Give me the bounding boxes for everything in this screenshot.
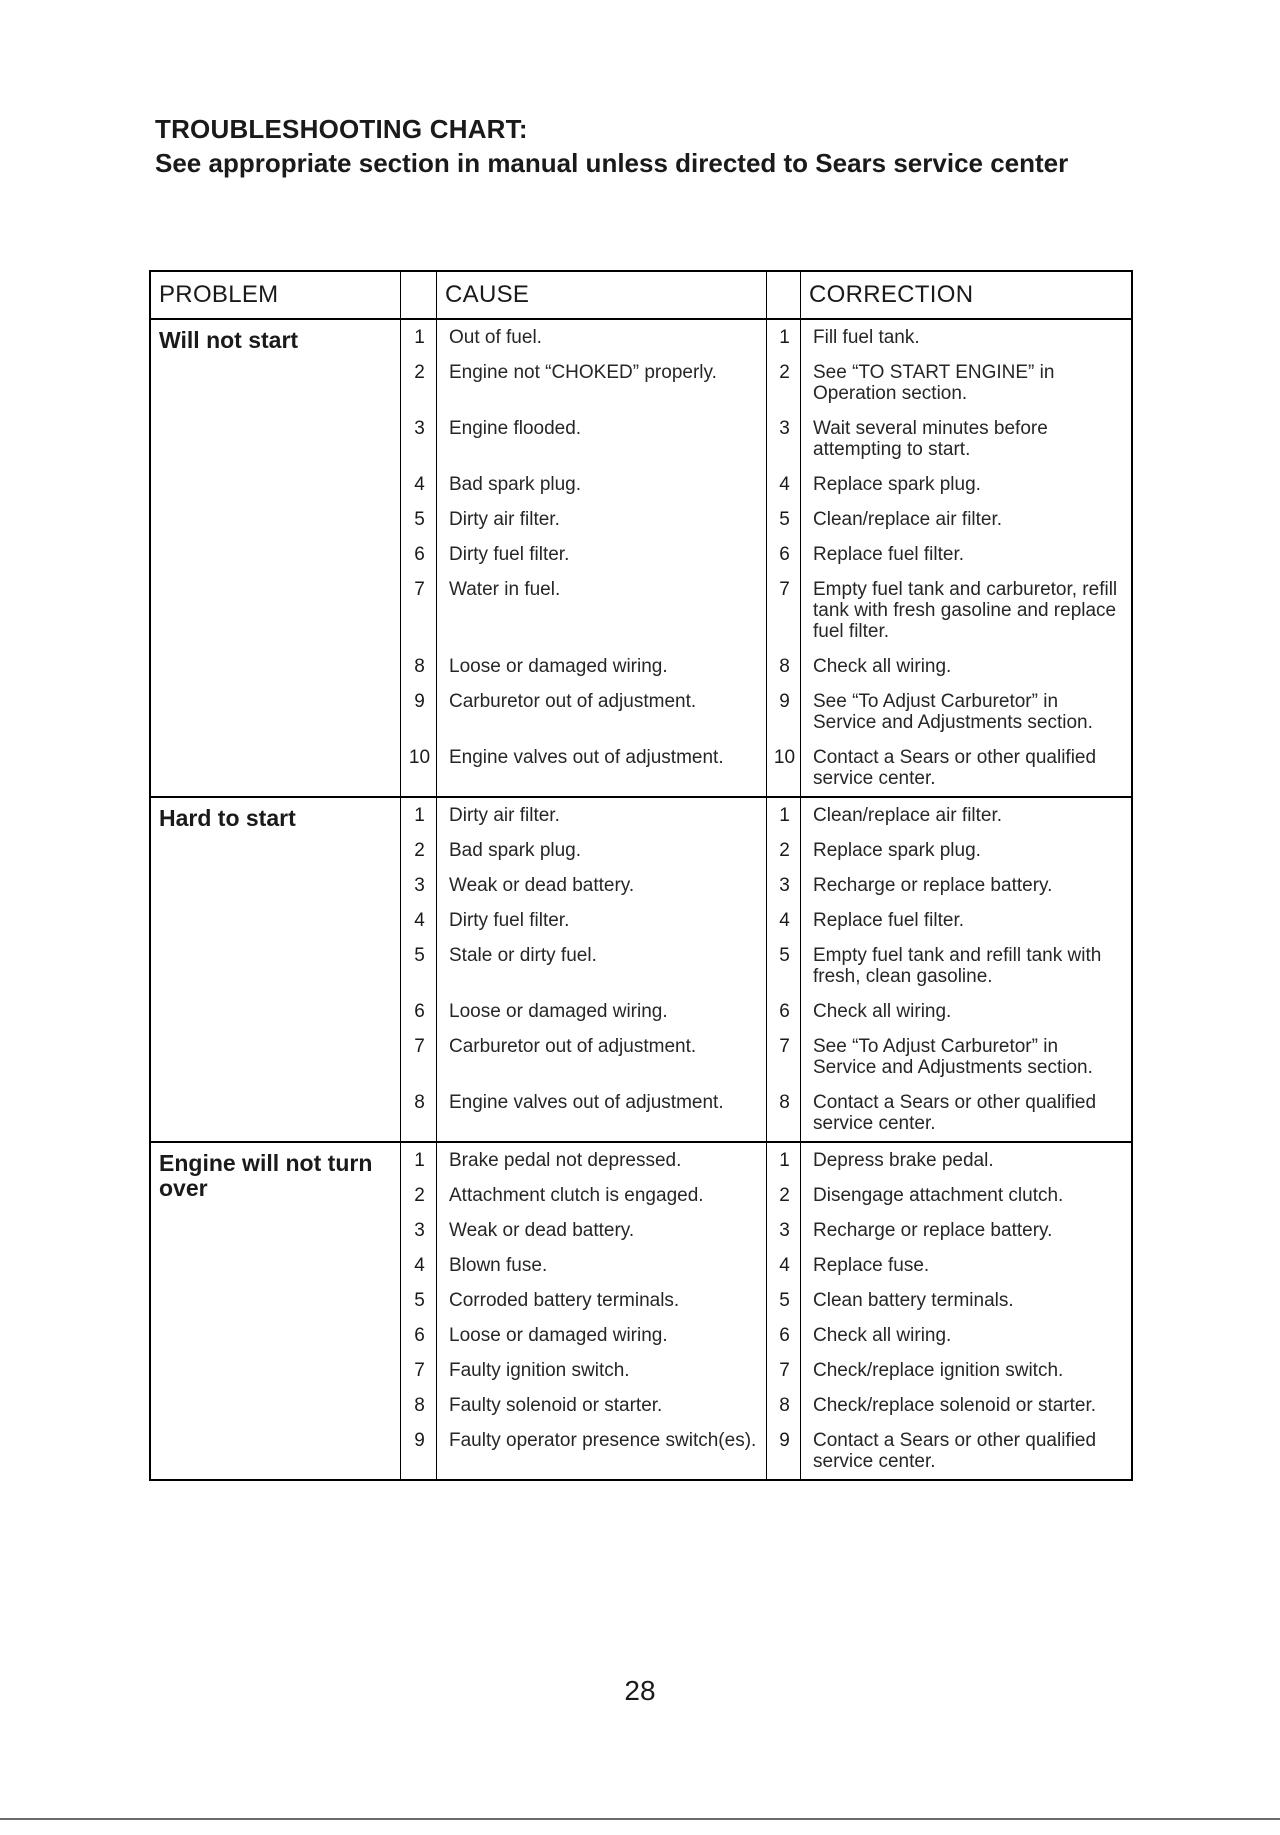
cause-number: 7 bbox=[401, 1353, 437, 1388]
cause-number: 3 bbox=[401, 868, 437, 903]
correction-number: 7 bbox=[767, 572, 801, 649]
correction-number: 6 bbox=[767, 994, 801, 1029]
cause-text: Dirty fuel filter. bbox=[437, 903, 767, 938]
table-row bbox=[401, 833, 1131, 868]
cause-text: Weak or dead battery. bbox=[437, 868, 767, 903]
cause-text: Loose or damaged wiring. bbox=[437, 994, 767, 1029]
cause-text: Out of fuel. bbox=[437, 320, 767, 355]
cause-text: Blown fuse. bbox=[437, 1248, 767, 1283]
cause-text: Water in fuel. bbox=[437, 572, 767, 649]
cause-number: 2 bbox=[401, 355, 437, 411]
cause-number: 1 bbox=[401, 320, 437, 355]
correction-number: 1 bbox=[767, 1143, 801, 1178]
table-row bbox=[401, 1085, 1131, 1141]
cause-correction-list bbox=[401, 1143, 1131, 1479]
table-row bbox=[401, 355, 1131, 411]
cause-number: 7 bbox=[401, 1029, 437, 1085]
table-row bbox=[401, 798, 1131, 833]
cause-text: Dirty air filter. bbox=[437, 798, 767, 833]
correction-number: 10 bbox=[767, 740, 801, 796]
correction-text: Replace fuel filter. bbox=[813, 544, 965, 565]
page-subtitle: See appropriate section in manual unless directed to Sears service center bbox=[155, 148, 1069, 178]
correction-text: Replace spark plug. bbox=[813, 840, 981, 861]
cause-correction-list bbox=[401, 320, 1131, 796]
correction-text: Replace fuel filter. bbox=[813, 910, 965, 931]
cause-number: 6 bbox=[401, 537, 437, 572]
table-row bbox=[401, 320, 1131, 355]
correction-text: Check all wiring. bbox=[813, 1325, 952, 1346]
bottom-rule bbox=[0, 1818, 1280, 1820]
cause-text: Corroded battery terminals. bbox=[437, 1283, 767, 1318]
correction-number: 3 bbox=[767, 1213, 801, 1248]
correction-number: 4 bbox=[767, 467, 801, 502]
correction-number: 1 bbox=[767, 320, 801, 355]
cause-number: 1 bbox=[401, 798, 437, 833]
cause-number: 6 bbox=[401, 1318, 437, 1353]
correction-number: 5 bbox=[767, 1283, 801, 1318]
correction-text: Replace fuse. bbox=[813, 1255, 930, 1276]
correction-text: Clean/replace air filter. bbox=[813, 509, 1003, 530]
correction-number: 2 bbox=[767, 833, 801, 868]
table-row bbox=[401, 537, 1131, 572]
table-row bbox=[401, 740, 1131, 796]
correction-number: 9 bbox=[767, 684, 801, 740]
cause-number: 5 bbox=[401, 1283, 437, 1318]
table-row bbox=[401, 1318, 1131, 1353]
problem-section bbox=[151, 798, 1131, 1143]
correction-number: 7 bbox=[767, 1353, 801, 1388]
table-row bbox=[401, 994, 1131, 1029]
cause-text: Faulty ignition switch. bbox=[437, 1353, 767, 1388]
table-row bbox=[401, 1423, 1131, 1479]
table-row bbox=[401, 572, 1131, 649]
cause-text: Faulty solenoid or starter. bbox=[437, 1388, 767, 1423]
correction-text: Contact a Sears or other qualified service center. bbox=[813, 1092, 1097, 1134]
correction-number: 9 bbox=[767, 1423, 801, 1479]
cause-text: Engine flooded. bbox=[437, 411, 767, 467]
table-row bbox=[401, 1029, 1131, 1085]
page-title: TROUBLESHOOTING CHART: bbox=[155, 114, 528, 144]
cause-text: Loose or damaged wiring. bbox=[437, 649, 767, 684]
cause-number: 7 bbox=[401, 572, 437, 649]
cause-number: 4 bbox=[401, 903, 437, 938]
correction-text: Contact a Sears or other qualified service center. bbox=[813, 747, 1097, 789]
cause-number: 8 bbox=[401, 1085, 437, 1141]
correction-text: See “To Adjust Carburetor” in Service and Adjustments section. bbox=[813, 691, 1093, 733]
problem-section bbox=[151, 1143, 1131, 1479]
correction-text: Replace spark plug. bbox=[813, 474, 981, 495]
cause-number: 8 bbox=[401, 649, 437, 684]
correction-text: See “To Adjust Carburetor” in Service and Adjustments section. bbox=[813, 1036, 1093, 1078]
table-row bbox=[401, 868, 1131, 903]
cause-number: 5 bbox=[401, 938, 437, 994]
correction-number: 2 bbox=[767, 1178, 801, 1213]
correction-text: Check/replace ignition switch. bbox=[813, 1360, 1064, 1381]
correction-number: 8 bbox=[767, 1388, 801, 1423]
table-row bbox=[401, 1388, 1131, 1423]
header-cause-spacer bbox=[767, 272, 801, 318]
cause-number: 3 bbox=[401, 1213, 437, 1248]
cause-text: Stale or dirty fuel. bbox=[437, 938, 767, 994]
correction-number: 8 bbox=[767, 1085, 801, 1141]
correction-text: Fill fuel tank. bbox=[813, 327, 920, 348]
correction-text: See “TO START ENGINE” in Operation section. bbox=[813, 362, 1055, 404]
correction-number: 4 bbox=[767, 903, 801, 938]
cause-number: 5 bbox=[401, 502, 437, 537]
cause-text: Engine not “CHOKED” properly. bbox=[437, 355, 767, 411]
cause-number: 8 bbox=[401, 1388, 437, 1423]
correction-text: Contact a Sears or other qualified service center. bbox=[813, 1430, 1097, 1472]
cause-number: 1 bbox=[401, 1143, 437, 1178]
correction-number: 2 bbox=[767, 355, 801, 411]
cause-number: 3 bbox=[401, 411, 437, 467]
table-row bbox=[401, 649, 1131, 684]
cause-text: Loose or damaged wiring. bbox=[437, 1318, 767, 1353]
correction-number: 3 bbox=[767, 868, 801, 903]
correction-text: Wait several minutes before attempting to start. bbox=[813, 418, 1048, 460]
cause-text: Attachment clutch is engaged. bbox=[437, 1178, 767, 1213]
correction-number: 6 bbox=[767, 537, 801, 572]
cause-number: 4 bbox=[401, 1248, 437, 1283]
table-row bbox=[401, 1143, 1131, 1178]
troubleshooting-table bbox=[149, 270, 1133, 1481]
page-number: 28 bbox=[624, 1675, 656, 1706]
problem-label: Engine will not turn over bbox=[151, 1143, 401, 1479]
correction-text: Depress brake pedal. bbox=[813, 1150, 994, 1171]
correction-number: 8 bbox=[767, 649, 801, 684]
table-row bbox=[401, 684, 1131, 740]
problem-section bbox=[151, 320, 1131, 798]
cause-number: 2 bbox=[401, 833, 437, 868]
cause-text: Engine valves out of adjustment. bbox=[437, 740, 767, 796]
table-row bbox=[401, 1178, 1131, 1213]
cause-text: Bad spark plug. bbox=[437, 467, 767, 502]
table-row bbox=[401, 502, 1131, 537]
cause-number: 9 bbox=[401, 684, 437, 740]
correction-text: Recharge or replace battery. bbox=[813, 1220, 1053, 1241]
cause-number: 2 bbox=[401, 1178, 437, 1213]
cause-text: Carburetor out of adjustment. bbox=[437, 684, 767, 740]
cause-number: 4 bbox=[401, 467, 437, 502]
problem-label: Will not start bbox=[151, 320, 401, 796]
cause-number: 10 bbox=[401, 740, 437, 796]
correction-number: 1 bbox=[767, 798, 801, 833]
cause-text: Dirty air filter. bbox=[437, 502, 767, 537]
cause-correction-list bbox=[401, 798, 1131, 1141]
table-row bbox=[401, 1213, 1131, 1248]
cause-text: Dirty fuel filter. bbox=[437, 537, 767, 572]
correction-text: Disengage attachment clutch. bbox=[813, 1185, 1064, 1206]
correction-number: 4 bbox=[767, 1248, 801, 1283]
correction-text: Recharge or replace battery. bbox=[813, 875, 1053, 896]
correction-number: 5 bbox=[767, 502, 801, 537]
correction-number: 3 bbox=[767, 411, 801, 467]
correction-number: 7 bbox=[767, 1029, 801, 1085]
header-cause: CAUSE bbox=[437, 272, 767, 318]
correction-number: 6 bbox=[767, 1318, 801, 1353]
correction-text: Check/replace solenoid or starter. bbox=[813, 1395, 1097, 1416]
cause-text: Carburetor out of adjustment. bbox=[437, 1029, 767, 1085]
table-row bbox=[401, 1248, 1131, 1283]
header-problem: PROBLEM bbox=[151, 272, 401, 318]
header-problem-spacer bbox=[401, 272, 437, 318]
cause-number: 9 bbox=[401, 1423, 437, 1479]
table-body bbox=[151, 320, 1131, 1479]
table-row bbox=[401, 1283, 1131, 1318]
table-row bbox=[401, 938, 1131, 994]
table-row bbox=[401, 467, 1131, 502]
table-row bbox=[401, 1353, 1131, 1388]
correction-text: Empty fuel tank and refill tank with fresh, clean gasoline. bbox=[813, 945, 1102, 987]
correction-text: Check all wiring. bbox=[813, 1001, 952, 1022]
correction-text: Check all wiring. bbox=[813, 656, 952, 677]
correction-text: Empty fuel tank and carburetor, refill tank with fresh gasoline and replace fuel filter. bbox=[813, 579, 1118, 642]
correction-number: 5 bbox=[767, 938, 801, 994]
cause-text: Bad spark plug. bbox=[437, 833, 767, 868]
table-row bbox=[401, 903, 1131, 938]
header-correction: CORRECTION bbox=[809, 281, 974, 308]
cause-text: Faulty operator presence switch(es). bbox=[437, 1423, 767, 1479]
table-row bbox=[401, 411, 1131, 467]
cause-number: 6 bbox=[401, 994, 437, 1029]
cause-text: Weak or dead battery. bbox=[437, 1213, 767, 1248]
cause-text: Brake pedal not depressed. bbox=[437, 1143, 767, 1178]
problem-label: Hard to start bbox=[151, 798, 401, 1141]
table-header bbox=[151, 272, 1131, 320]
cause-text: Engine valves out of adjustment. bbox=[437, 1085, 767, 1141]
correction-text: Clean battery terminals. bbox=[813, 1290, 1014, 1311]
correction-text: Clean/replace air filter. bbox=[813, 805, 1003, 826]
